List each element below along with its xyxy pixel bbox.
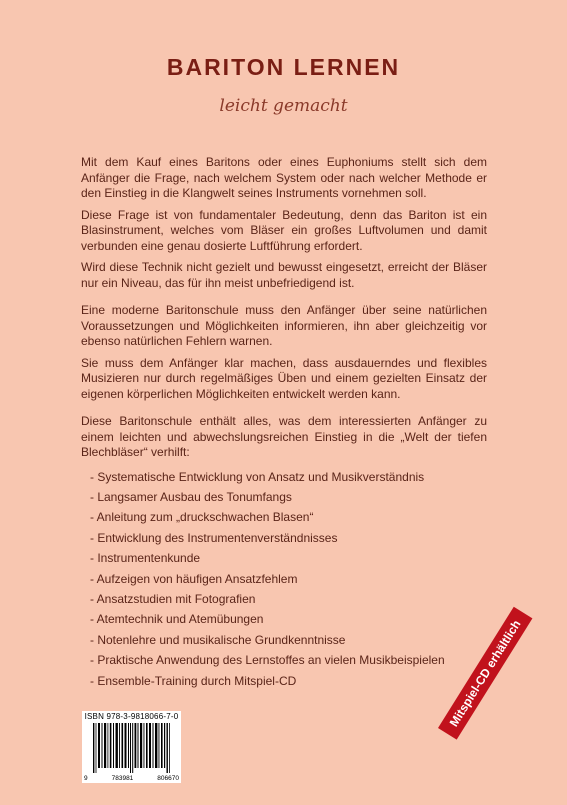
barcode-bars-icon <box>82 711 181 783</box>
list-item: - Atemtechnik und Atemübungen <box>90 612 264 627</box>
feature-list <box>81 467 487 691</box>
paragraph: Sie muss dem Anfänger klar machen, dass ausdauerndes und flexibles Musizieren nur durch regelmäßiges Üben und einem gezielten Einsatz der eigenen körperlichen Möglichkeiten entwickelt werden kann. <box>81 355 487 401</box>
list-item: - Ansatzstudien mit Fotografien <box>90 591 256 606</box>
paragraph: Mit dem Kauf eines Baritons oder eines Euphoniums stellt sich dem Anfänger die Frage, nach welchem System oder nach welcher Methode er den Einstieg in die Klangwelt seines Instruments vornehmen soll. <box>81 155 487 200</box>
list-item: - Anleitung zum „druckschwachen Blasen“ <box>90 510 314 525</box>
paragraph: Diese Baritonschule enthält alles, was dem interessierten Anfänger zu einem leichten und abwechslungsreichen Einstieg in die „Welt der tiefen Blechbläser“ verhilft: <box>81 414 487 459</box>
barcode-digits: 9 783981 806670 <box>84 775 179 782</box>
list-item: - Praktische Anwendung des Lernstoffes an vielen Musikbeispielen <box>90 653 445 668</box>
paragraph: Eine moderne Baritonschule muss den Anfänger über seine natürlichen Voraussetzungen und Möglichkeiten informieren, ihn aber gleichzeitig vor ebenso natürlichen Fehlern warnen. <box>81 303 487 348</box>
paragraph: Wird diese Technik nicht gezielt und bewusst eingesetzt, erreicht der Bläser nur ein Niveau, das für ihn meist unbefriedigend ist. <box>81 260 487 290</box>
paragraph: Diese Frage ist von fundamentaler Bedeutung, denn das Bariton ist ein Blasinstrument, welches vom Bläser ein großes Luftvolumen und damit verbunden eine genau dosierte Luftführung erfordert. <box>81 207 487 253</box>
isbn-barcode <box>82 711 181 783</box>
list-item: - Instrumentenkunde <box>90 551 201 566</box>
list-item: - Langsamer Ausbau des Tonumfangs <box>90 489 292 504</box>
isbn-number: ISBN 978-3-9818066-7-0 <box>84 712 179 721</box>
list-item: - Entwicklung des Instrumentenverständnisses <box>90 530 338 545</box>
book-title: BARITON LERNEN <box>166 54 401 80</box>
list-item: - Aufzeigen von häufigen Ansatzfehlem <box>90 571 298 586</box>
book-subtitle: leicht gemacht <box>219 96 348 116</box>
list-item: - Systematische Entwicklung von Ansatz und Musikverständnis <box>90 469 425 484</box>
cd-badge: Mitspiel-CD erhältlich <box>438 607 532 740</box>
list-item: - Notenlehre und musikalische Grundkenntnisse <box>90 632 346 647</box>
list-item: - Ensemble-Training durch Mitspiel-CD <box>90 673 297 688</box>
description-text <box>81 155 487 691</box>
